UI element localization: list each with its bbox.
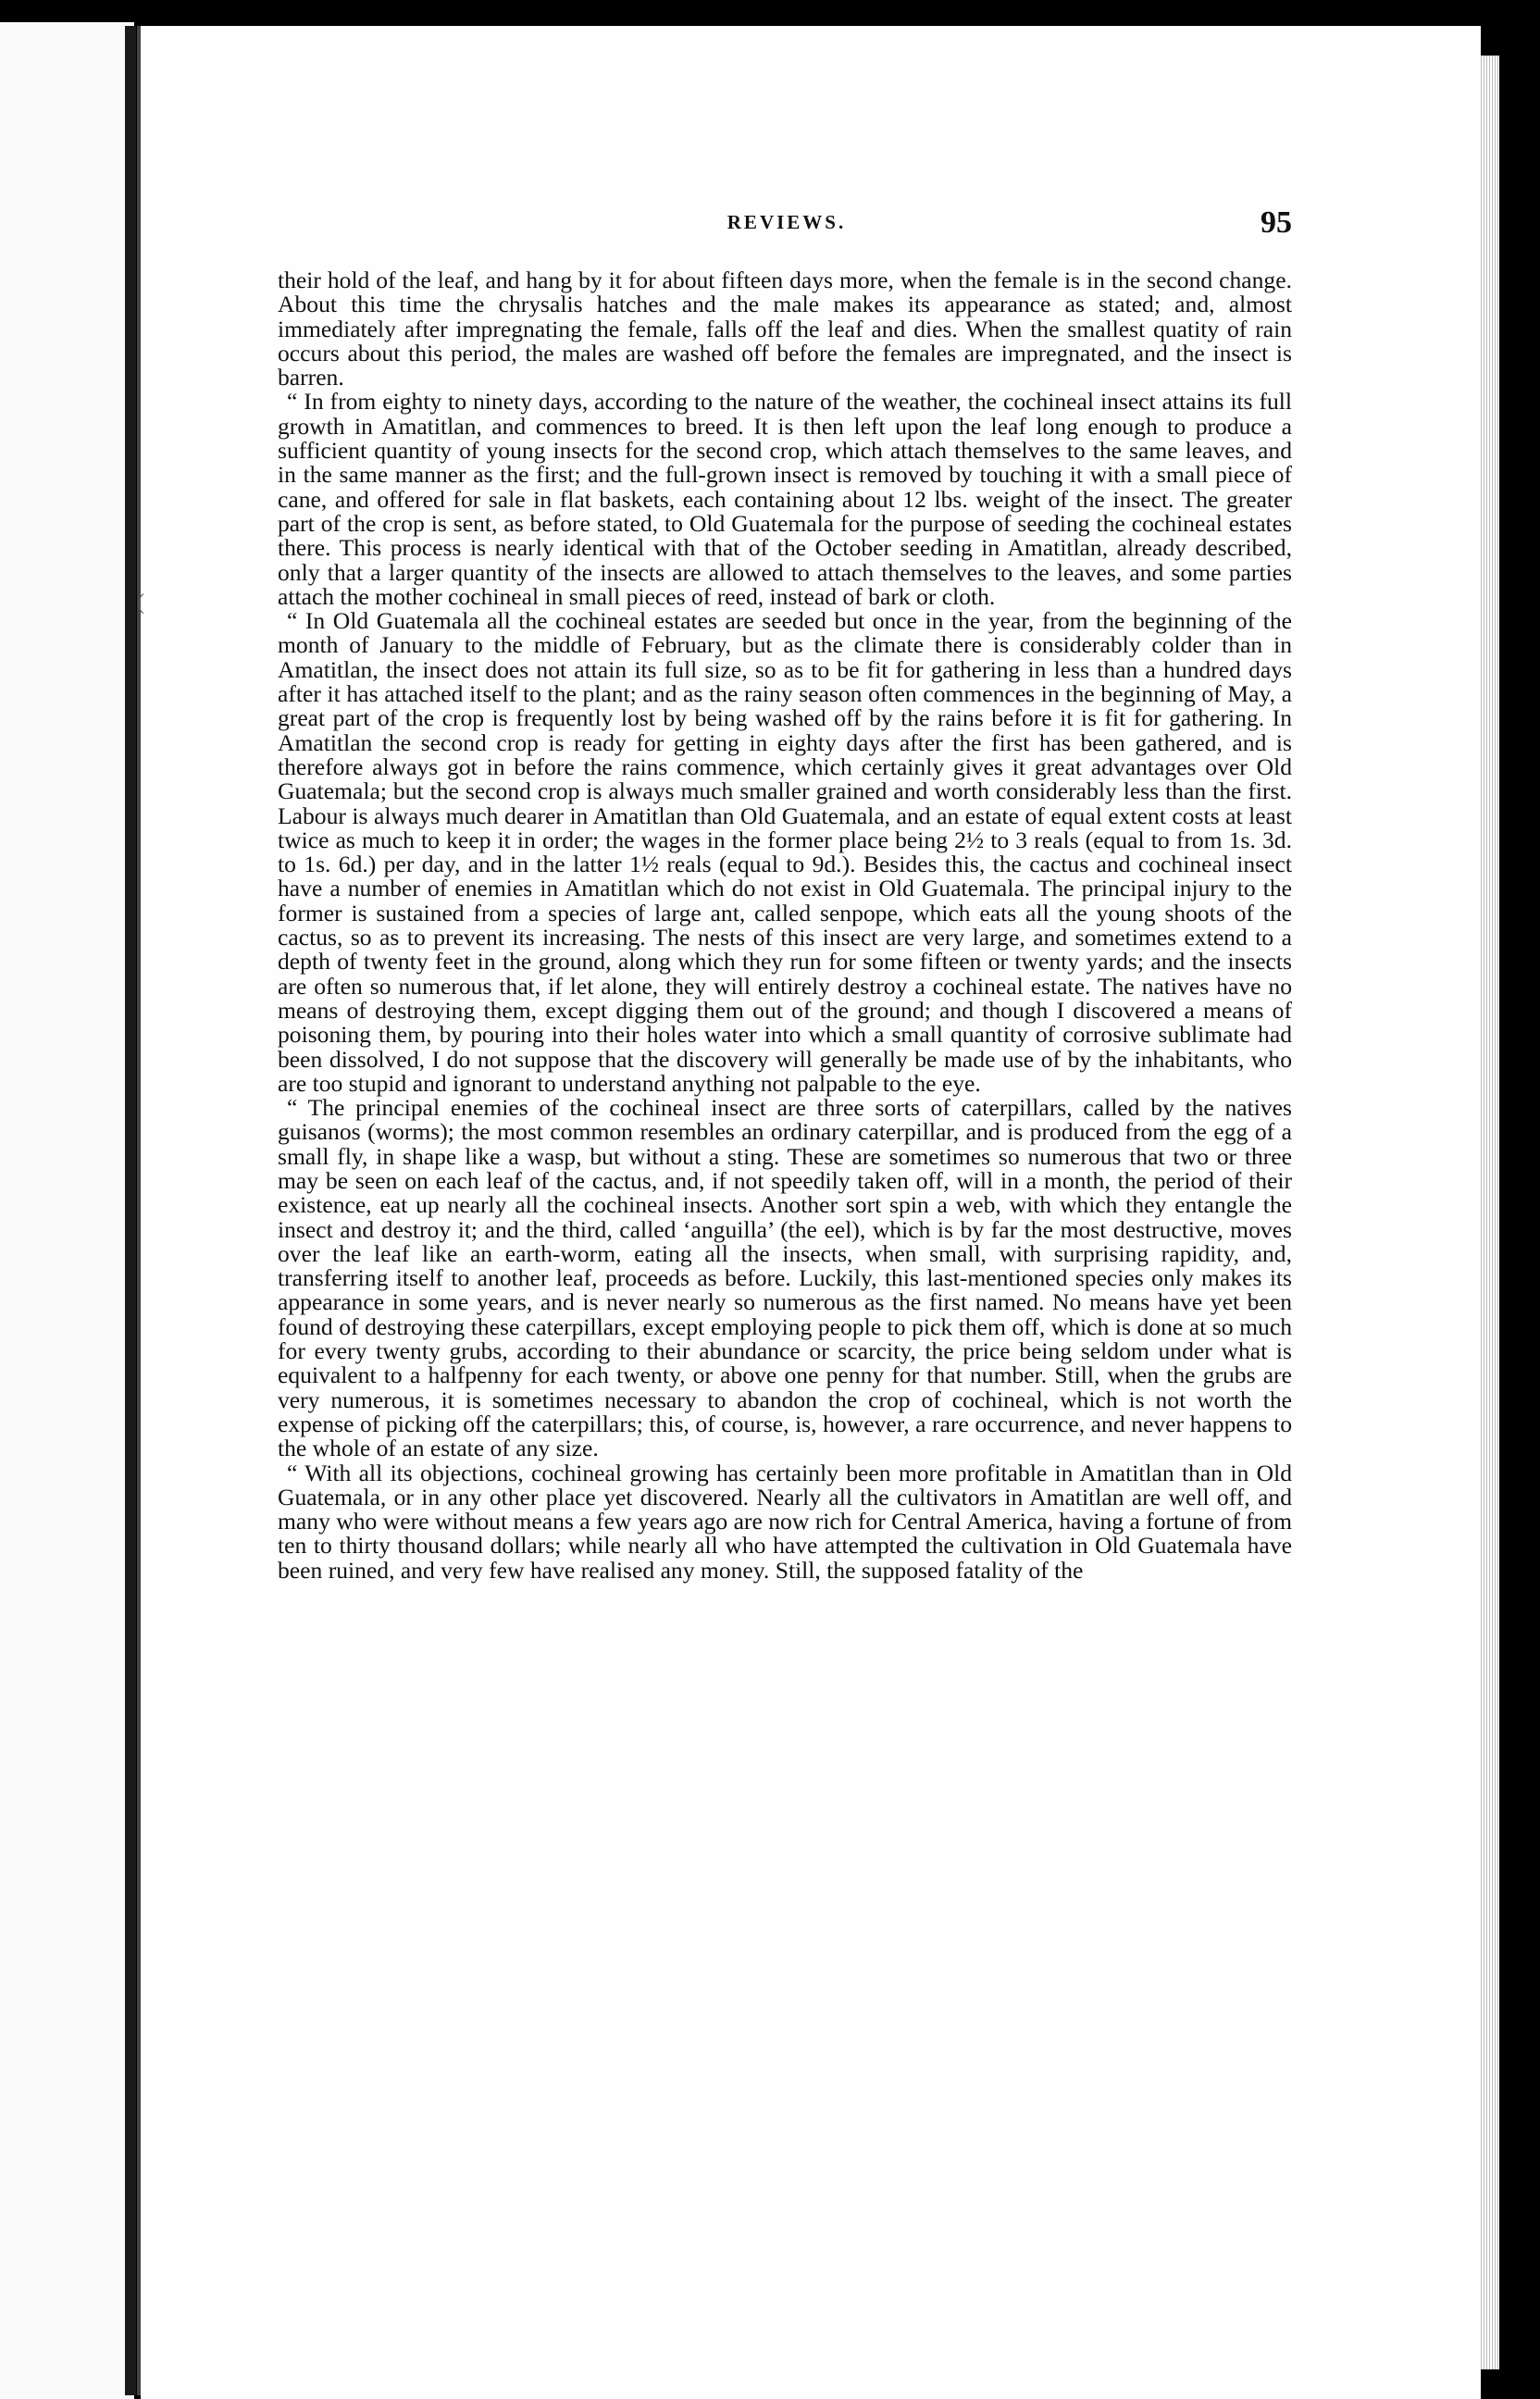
paragraph: “ With all its objections, cochineal growing has certainly been more profitable in Amatitlan than in Old Guatemala, or in any other place yet discovered. Nearly all the cultivators in Amatitlan are well off, and many who were without means a few years ago are now rich for Central America, having a fortune of from ten to thirty thousand dollars; while nearly all who have attempted the cultivation in Old Guatemala have been ruined, and very few have realised any money. Still, the supposed fatality of the	[278, 1459, 1292, 1584]
page-edges	[1479, 56, 1499, 2369]
running-head-title: REVIEWS.	[727, 211, 847, 233]
paragraph: their hold of the leaf, and hang by it for about fifteen days more, when the female is in the second change. About this time the chrysalis hatches and the male makes its appearance as stated; and, almost immediately after impregnating the female, falls off the leaf and dies. When the smallest quatity of rain occurs about this period, the males are washed off before the females are impregnated, and the insect is barren.	[278, 267, 1292, 392]
facing-page	[0, 22, 134, 2399]
paragraph: “ The principal enemies of the cochineal insect are three sorts of caterpillars, called by the natives guisanos (worms); the most common resembles an ordinary caterpillar, and is produced from the egg of a small fly, in shape like a wasp, but without a sting. These are sometimes so numerous that two or three may be seen on each leaf of the cactus, and, if not speedily taken off, will in a month, the period of their existence, eat up nearly all the cochineal insects. Another sort spin a web, with which they entangle the insect and destroy it; and the third, called ‘anguilla’ (the eel), which is by far the most destructive, moves over the leaf like an earth-worm, eating all the insects, when small, with surprising rapidity, and, transferring itself to another leaf, proceeds as before. Luckily, this last-mentioned species only makes its appearance in some years, and is never nearly so numerous as the first named. No means have yet been found of destroying these caterpillars, except employing people to pick them off, which is done at so much for every twenty grubs, according to their abundance or scarcity, the price being seldom under what is equivalent to a halfpenny for each twenty, or above one penny for that number. Still, when the grubs are very numerous, it is sometimes necessary to abandon the crop of cochineal, which is not worth the expense of picking off the caterpillars; this, of course, is, however, a rare occurrence, and never happens to the whole of an estate of any size.	[278, 1094, 1292, 1462]
book-spine	[125, 26, 136, 2395]
paragraph: “ In Old Guatemala all the cochineal estates are seeded but once in the year, from the beginning of the month of January to the middle of February, but as the climate there is considerably colder than in Amatitlan, the insect does not attain its full size, so as to be fit for gathering in less than a hundred days after it has attached itself to the plant; and as the rainy season often commences in the beginning of May, a great part of the crop is frequently lost by being washed off by the rains before it is fit for gathering. In Amatitlan the second crop is ready for getting in eighty days after the first has been gathered, and is therefore always got in before the rains commence, which certainly gives it great advantages over Old Guatemala; but the second crop is always much smaller grained and worth considerably less than the first. Labour is always much dearer in Amatitlan than Old Guatemala, and an estate of equal extent costs at least twice as much to keep it in order; the wages in the former place being 2½ to 3 reals (equal to from 1s. 3d. to 1s. 6d.) per day, and in the latter 1½ reals (equal to 9d.). Besides this, the cactus and cochineal insect have a number of enemies in Amatitlan which do not exist in Old Guatemala. The principal injury to the former is sustained from a species of large ant, called senpope, which eats all the young shoots of the cactus, so as to prevent its increasing. The nests of this insect are very large, and sometimes extend to a depth of twenty feet in the ground, along which they run for some fifteen or twenty yards; and the insects are often so numerous that, if let alone, they will entirely destroy a cochineal estate. The natives have no means of destroying them, except digging them out of the ground; and though I discovered a means of poisoning them, by pouring into their holes water into which a small quantity of corrosive sublimate had been dissolved, I do not suppose that the discovery will generally be made use of by the inhabitants, who are too stupid and ignorant to understand anything not palpable to the eye.	[278, 607, 1292, 1097]
body-text	[278, 268, 1292, 1583]
running-head	[278, 205, 1292, 248]
page-number: 95	[1261, 205, 1292, 240]
paragraph: “ In from eighty to ninety days, according to the nature of the weather, the cochineal insect attains its full growth in Amatitlan, and commences to breed. It is then left upon the leaf long enough to produce a sufficient quantity of young insects for the second crop, which attach themselves to the same leaves, and in the same manner as the first; and the full-grown insect is removed by touching it with a small piece of cane, and offered for sale in flat baskets, each containing about 12 lbs. weight of the insect. The greater part of the crop is sent, as before stated, to Old Guatemala for the purpose of seeding the cochineal estates there. This process is nearly identical with that of the October seeding in Amatitlan, already described, only that a larger quantity of the insects are allowed to attach themselves to the leaves, and some parties attach the mother cochineal in small pieces of reed, instead of bark or cloth.	[278, 388, 1292, 610]
margin-mark: (	[137, 590, 144, 615]
